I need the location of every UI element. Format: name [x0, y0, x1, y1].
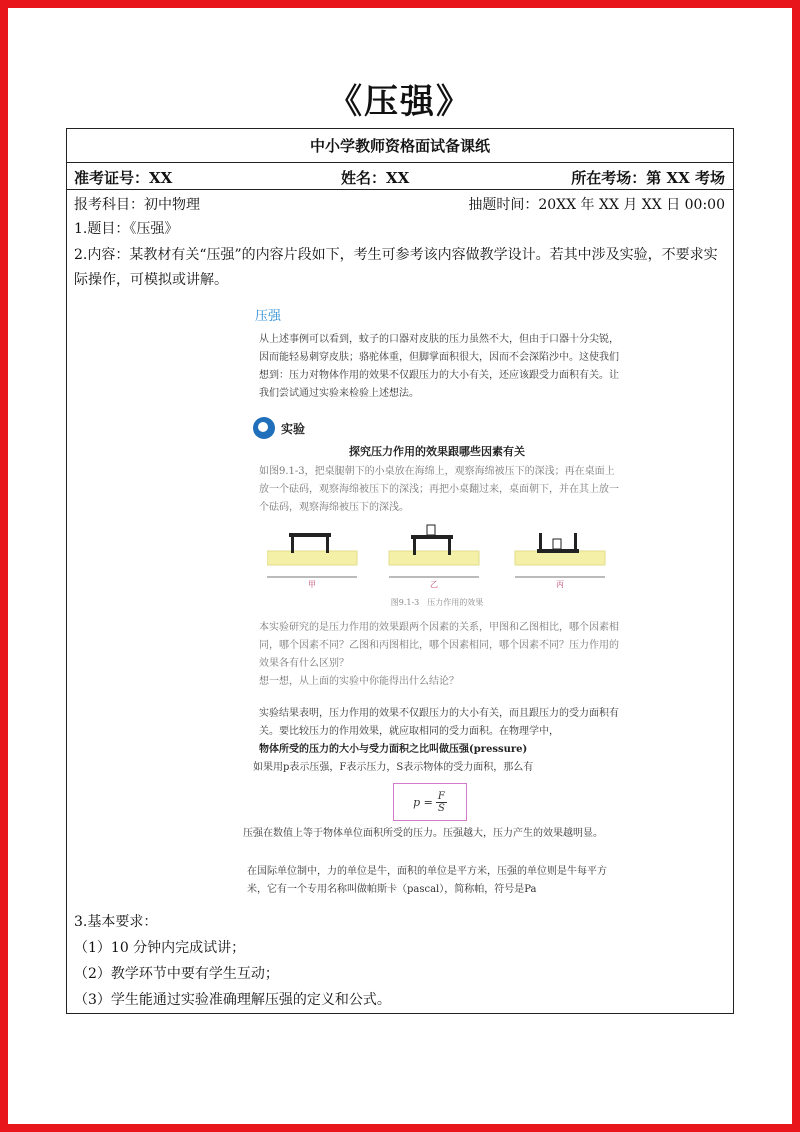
lesson-prep-sheet	[66, 128, 734, 1014]
fig-label-jia: 甲	[308, 580, 316, 589]
subject: 报考科目：初中物理	[74, 197, 200, 213]
exam-site: 所在考场：第 XX 考场	[571, 169, 725, 187]
experiment-figure	[267, 519, 607, 589]
fig-label-bing: 丙	[556, 580, 564, 589]
formula-lhs: p =	[413, 795, 433, 809]
question-2: 想一想，从上面的实验中你能得出什么结论？	[259, 676, 459, 687]
figure-caption: 图9.1-3 压力作用的效果	[390, 598, 484, 607]
excerpt-paragraph-1: 从上述事例可以看到，蚊子的口器对皮肤的压力虽然不大，但由于口器十分尖锐，因而能轻易刺穿皮肤；骆驼体重，但脚掌面积很大，因而不会深陷沙中。这使我们想到：压力对物体作用的效果不仅跟压力的大小有关，还应该跟受力面积有关。让我们尝试通过实验来检验上述想法。	[259, 334, 619, 399]
experiment-badge	[253, 417, 305, 439]
figure-panel-yi	[389, 525, 479, 577]
textbook-excerpt	[243, 299, 627, 895]
pressure-meaning: 压强在数值上等于物体单位面积所受的压力。压强越大，压力产生的效果越明显。	[243, 828, 603, 839]
formula-intro: 如果用p表示压强，F表示压力，S表示物体的受力面积，那么有	[253, 762, 534, 773]
candidate-name: 姓名：XX	[341, 169, 410, 187]
excerpt-heading: 压强	[255, 309, 282, 324]
candidate-info-row	[67, 163, 733, 190]
formula-fraction	[436, 791, 447, 814]
pressure-definition: 物体所受的压力的大小与受力面积之比叫做压强(pressure)	[259, 744, 528, 755]
requirement-1: （1）10 分钟内完成试讲；	[74, 940, 246, 956]
result-text: 实验结果表明，压力作用的效果不仅跟压力的大小有关，而且跟压力的受力面积有关。要比较压力的作用效果，就应取相同的受力面积。在物理学中，	[259, 708, 619, 737]
figure-panel-bing	[515, 533, 605, 577]
question-1: 本实验研究的是压力作用的效果跟两个因素的关系，甲图和乙图相比，哪个因素相同，哪个因素不同？乙图和丙图相比，哪个因素相同，哪个因素不同？压力作用的效果各有什么区别？	[259, 622, 619, 669]
figure-panel-jia	[267, 533, 357, 577]
requirement-3: （3）学生能通过实验准确理解压强的定义和公式。	[74, 992, 391, 1008]
subject-row	[67, 190, 733, 216]
topic-line: 1.题目：《压强》	[74, 221, 179, 237]
draw-time: 抽题时间：20XX 年 XX 月 XX 日 00:00	[468, 197, 725, 213]
pressure-unit: 在国际单位制中，力的单位是牛，面积的单位是平方米，压强的单位则是牛每平方米，它有一个专用名称叫做帕斯卡（pascal），简称帕，符号是Pa	[247, 866, 607, 895]
formula-numerator: F	[437, 790, 445, 802]
pressure-formula	[393, 783, 467, 821]
formula-denominator: S	[437, 802, 445, 814]
experiment-text: 如图9.1-3，把桌腿朝下的小桌放在海绵上，观察海绵被压下的深浅；再在桌面上放一个砝码，观察海绵被压下的深浅；再把小桌翻过来，桌面朝下，并在其上放一个砝码，观察海绵被压下的深浅。	[259, 466, 619, 513]
experiment-label: 实验	[281, 421, 306, 436]
experiment-icon	[253, 417, 275, 439]
exam-number: 准考证号：XX	[74, 169, 173, 187]
requirement-2: （2）教学环节中要有学生互动；	[74, 966, 279, 982]
content-paragraph: 2.内容：某教材有关“压强”的内容片段如下，考生可参考该内容做教学设计。若其中涉及实验，不要求实际操作，可模拟或讲解。	[74, 247, 718, 288]
experiment-title: 探究压力作用的效果跟哪些因素有关	[349, 445, 525, 458]
sheet-header: 中小学教师资格面试备课纸	[67, 129, 733, 163]
fig-label-yi: 乙	[430, 580, 438, 589]
document-title: 《压强》	[328, 82, 472, 122]
requirements-heading: 3.基本要求：	[74, 914, 158, 930]
